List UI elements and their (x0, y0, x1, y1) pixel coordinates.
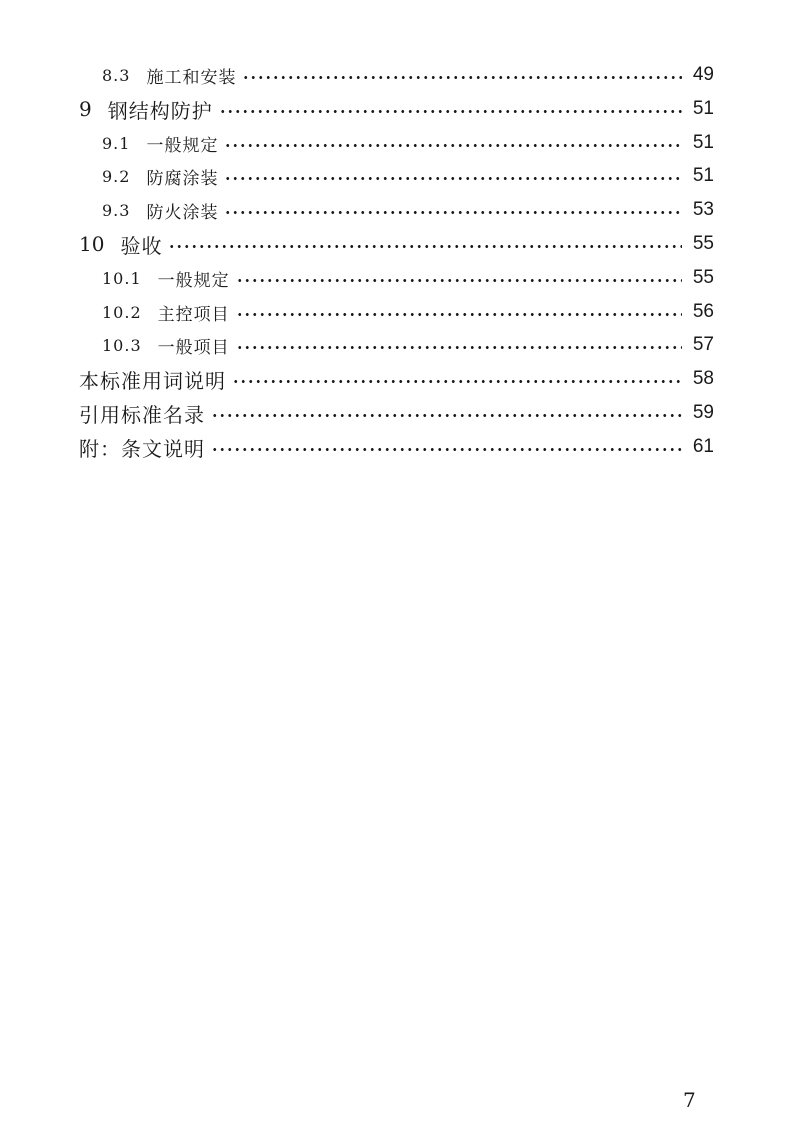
dot-leader (236, 346, 682, 349)
entry-number: 10.1 (102, 268, 142, 288)
entry-title: 引用标准名录 (79, 402, 205, 427)
toc-entry[interactable] (0, 430, 790, 464)
dot-leader (236, 279, 682, 282)
toc-entry[interactable] (0, 261, 790, 295)
dot-leader (232, 380, 682, 383)
toc-entry[interactable] (0, 362, 790, 396)
toc-entry[interactable] (0, 159, 790, 193)
dot-leader (211, 414, 682, 417)
entry-title: 一般项目 (157, 337, 230, 358)
toc-entry[interactable] (0, 396, 790, 430)
dot-leader (242, 76, 682, 79)
entry-page-number: 56 (692, 301, 714, 322)
dot-leader (168, 245, 682, 248)
entry-title: 防火涂装 (146, 202, 219, 223)
page-number: 7 (683, 1088, 696, 1112)
entry-page-number: 51 (692, 132, 714, 153)
entry-title: 主控项目 (157, 304, 230, 325)
entry-title: 一般规定 (157, 270, 230, 291)
entry-number: 9.2 (102, 166, 131, 186)
entry-page-number: 51 (692, 98, 714, 119)
entry-page-number: 53 (692, 199, 714, 220)
toc-entry[interactable] (0, 193, 790, 227)
entry-title: 施工和安装 (146, 67, 237, 88)
entry-page-number: 59 (692, 402, 714, 423)
entry-page-number: 51 (692, 165, 714, 186)
dot-leader (224, 177, 682, 180)
dot-leader (224, 211, 682, 214)
dot-leader (224, 144, 682, 147)
entry-page-number: 58 (692, 368, 714, 389)
entry-title: 附：条文说明 (79, 436, 205, 461)
toc-entry[interactable] (0, 58, 790, 92)
toc-entry[interactable] (0, 126, 790, 160)
entry-number: 10.2 (102, 302, 142, 322)
entry-page-number: 55 (692, 267, 714, 288)
entry-title: 验收 (120, 233, 163, 258)
dot-leader (219, 110, 682, 113)
entry-number: 10.3 (102, 335, 142, 355)
entry-number: 8.3 (102, 65, 131, 85)
entry-page-number: 49 (692, 64, 714, 85)
dot-leader (236, 313, 682, 316)
toc-entry[interactable] (0, 92, 790, 126)
entry-page-number: 55 (692, 233, 714, 254)
entry-number: 10 (79, 232, 105, 256)
dot-leader (211, 448, 682, 451)
entry-page-number: 61 (692, 436, 714, 457)
entry-title: 本标准用词说明 (79, 368, 226, 393)
toc-entry[interactable] (0, 295, 790, 329)
toc-entry[interactable] (0, 328, 790, 362)
entry-title: 一般规定 (146, 135, 219, 156)
entry-title: 钢结构防护 (107, 98, 213, 123)
entry-number: 9.1 (102, 133, 131, 153)
entry-page-number: 57 (692, 334, 714, 355)
entry-number: 9 (79, 97, 92, 121)
entry-title: 防腐涂装 (146, 168, 219, 189)
toc-entry[interactable] (0, 227, 790, 261)
entry-number: 9.3 (102, 200, 131, 220)
